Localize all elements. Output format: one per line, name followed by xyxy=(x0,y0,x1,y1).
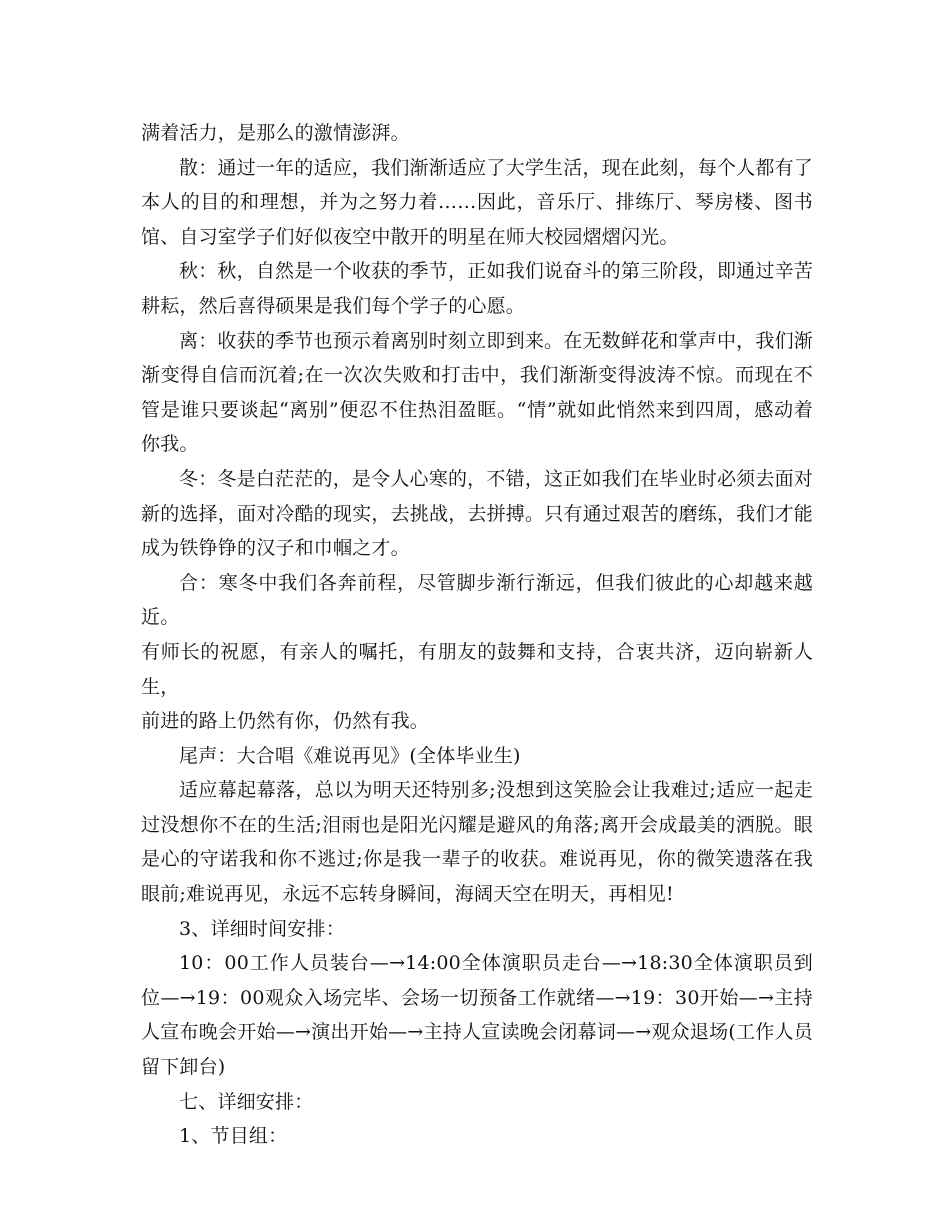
paragraph-epilogue: 尾声：大合唱《难说再见》(全体毕业生) xyxy=(179,744,521,767)
paragraph-he-line-3: 前进的路上仍然有你，仍然有我。 xyxy=(141,710,430,733)
paragraph-he-line-2: 有师长的祝愿，有亲人的嘱托，有朋友的鼓舞和支持，合衷共济，迈向崭新人生， xyxy=(141,640,813,698)
paragraph-san: 散：通过一年的适应，我们渐渐适应了大学生活，现在此刻，每个人都有了本人的目的和理想，并为之努力着……因此，音乐厅、排练厅、琴房楼、图书馆、自习室学子们好似夜空中散开的明星在师大校园熠熠闪光。 xyxy=(141,156,813,248)
heading-schedule: 3、详细时间安排： xyxy=(179,917,345,940)
heading-program-group: 1、节目组： xyxy=(179,1125,288,1148)
document-body xyxy=(141,116,813,1154)
paragraph-schedule: 10：00工作人员装台—→14:00全体演职员走台—→18:30全体演职员到位—→19：00观众入场完毕、会场一切预备工作就绪—→19：30开始—→主持人宣布晚会开始—→演出开始—→主持人宣读晚会闭幕词—→观众退场(工作人员留下卸台) xyxy=(141,952,813,1079)
paragraph-he: 合：寒冬中我们各奔前程，尽管脚步渐行渐远，但我们彼此的心却越来越近。 xyxy=(141,571,813,629)
paragraph-continuation: 满着活力，是那么的激情澎湃。 xyxy=(141,122,410,144)
paragraph-li: 离：收获的季节也预示着离别时刻立即到来。在无数鲜花和掌声中，我们渐渐变得自信而沉着;在一次次失败和打击中，我们渐渐变得波涛不惊。而现在不管是谁只要谈起“离别”便忍不住热泪盈眶。“情”就如此悄然来到四周，感动着你我。 xyxy=(141,329,813,456)
heading-detailed-arrangement: 七、详细安排： xyxy=(179,1090,314,1113)
paragraph-qiu: 秋：秋，自然是一个收获的季节，正如我们说奋斗的第三阶段，即通过辛苦耕耘，然后喜得硕果是我们每个学子的心愿。 xyxy=(141,260,813,317)
paragraph-dong: 冬：冬是白茫茫的，是令人心寒的，不错，这正如我们在毕业时必须去面对新的选择，面对冷酷的现实，去挑战，去拼搏。只有通过艰苦的磨练，我们才能成为铁铮铮的汉子和巾帼之才。 xyxy=(141,467,814,560)
paragraph-song-lyrics: 适应幕起幕落，总以为明天还特别多;没想到这笑脸会让我难过;适应一起走过没想你不在的生活;泪雨也是阳光闪耀是避风的角落;离开会成最美的洒脱。眼是心的守诺我和你不逃过;你是我一辈子的收获。难说再见，你的微笑遗落在我眼前;难说再见，永远不忘转身瞬间，海阔天空在明天，再相见! xyxy=(141,779,813,906)
